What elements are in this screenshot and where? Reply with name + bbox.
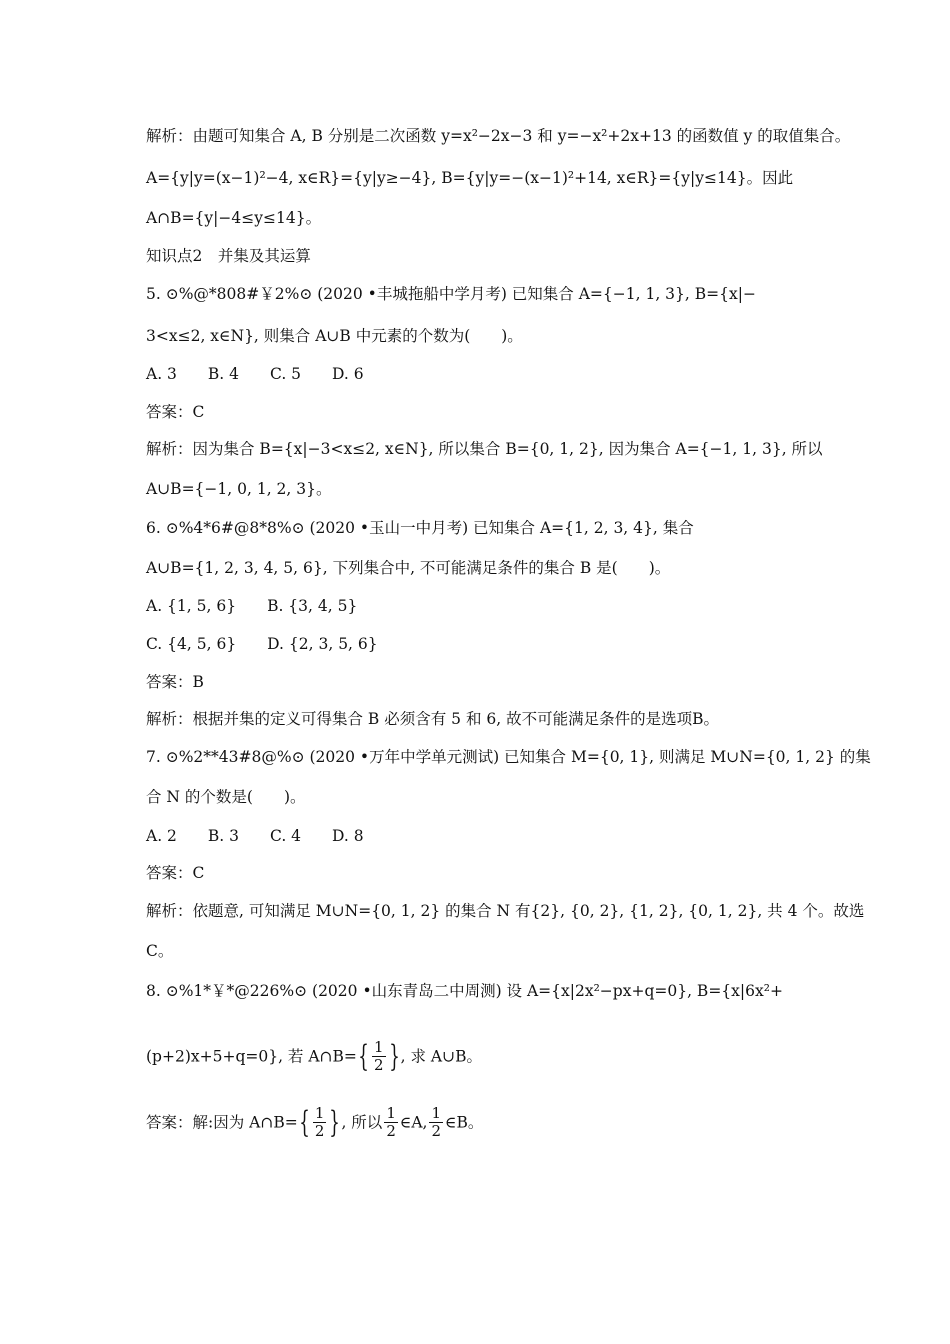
question-7-answer: 答案：C: [146, 864, 205, 882]
fraction: [313, 1106, 327, 1139]
question-6-stem-cont: A∪B={1, 2, 3, 4, 5, 6}, 下列集合中, 不可能满足条件的集合 B 是( )。: [146, 559, 671, 577]
question-7-analysis-cont: C。: [146, 942, 174, 960]
fraction-denominator: 2: [374, 1056, 384, 1074]
question-8-stem-cont: [146, 1040, 482, 1073]
q8-text-before: (p+2)x+5+q=0}, 若 A∩B=: [146, 1047, 357, 1066]
answer-text-before: 答案：解:因为 A∩B=: [146, 1113, 298, 1132]
fraction-denominator: 2: [386, 1122, 396, 1140]
left-brace: {: [299, 1104, 310, 1140]
fraction-numerator: 1: [314, 1104, 325, 1122]
question-7-stem-cont: 合 N 的个数是( )。: [146, 788, 306, 806]
question-5-options: A. 3 B. 4 C. 5 D. 6: [146, 365, 364, 383]
question-6-stem: 6. ⊙%4*6#@8*8%⊙ (2020 •玉山一中月考) 已知集合 A={1, 2, 3, 4}, 集合: [146, 519, 694, 537]
left-brace: {: [358, 1038, 369, 1074]
fraction-denominator: 2: [431, 1122, 442, 1140]
right-brace: }: [329, 1104, 341, 1140]
fraction-numerator: 1: [374, 1038, 384, 1056]
answer-text-after: ∈B。: [445, 1113, 484, 1132]
question-5-analysis-cont: A∪B={−1, 0, 1, 2, 3}。: [146, 480, 332, 498]
question-8-answer: [146, 1106, 483, 1139]
section-heading: 知识点2 并集及其运算: [146, 247, 311, 265]
analysis-line-1: 解析：由题可知集合 A, B 分别是二次函数 y=x²−2x−3 和 y=−x²+2x+13 的函数值 y 的取值集合。: [146, 127, 851, 145]
fraction-numerator: 1: [386, 1104, 396, 1122]
question-5-answer: 答案：C: [146, 403, 205, 421]
question-7-analysis: 解析：依题意, 可知满足 M∪N={0, 1, 2} 的集合 N 有{2}, {0, 2}, {1, 2}, {0, 1, 2}, 共 4 个。故选: [146, 902, 865, 920]
question-6-analysis: 解析：根据并集的定义可得集合 B 必须含有 5 和 6, 故不可能满足条件的是选项B。: [146, 710, 719, 728]
question-5-stem-cont: 3<x≤2, x∈N}, 则集合 A∪B 中元素的个数为( )。: [146, 327, 523, 345]
question-6-answer: 答案：B: [146, 673, 204, 691]
fraction: [372, 1040, 386, 1073]
question-8-stem: 8. ⊙%1*￥*@226%⊙ (2020 •山东青岛二中周测) 设 A={x|2x²−px+q=0}, B={x|6x²+: [146, 982, 783, 1000]
q8-text-after: , 求 A∪B。: [400, 1047, 483, 1066]
analysis-line-3: A∩B={y|−4≤y≤14}。: [146, 209, 322, 227]
question-5-stem: 5. ⊙%@*808#￥2%⊙ (2020 •丰城拖船中学月考) 已知集合 A={−1, 1, 3}, B={x|−: [146, 285, 756, 303]
question-6-options-ab: A. {1, 5, 6} B. {3, 4, 5}: [146, 597, 358, 615]
question-6-options-cd: C. {4, 5, 6} D. {2, 3, 5, 6}: [146, 635, 378, 653]
right-brace: }: [388, 1038, 400, 1074]
fraction-numerator: 1: [431, 1104, 442, 1122]
question-7-stem: 7. ⊙%2**43#8@%⊙ (2020 •万年中学单元测试) 已知集合 M={0, 1}, 则满足 M∪N={0, 1, 2} 的集: [146, 748, 871, 766]
question-5-analysis: 解析：因为集合 B={x|−3<x≤2, x∈N}, 所以集合 B={0, 1, 2}, 因为集合 A={−1, 1, 3}, 所以: [146, 440, 823, 458]
fraction: [384, 1106, 398, 1139]
question-7-options: A. 2 B. 3 C. 4 D. 8: [146, 827, 364, 845]
fraction: [429, 1106, 443, 1139]
analysis-line-2: A={y|y=(x−1)²−4, x∈R}={y|y≥−4}, B={y|y=−(x−1)²+14, x∈R}={y|y≤14}。因此: [146, 169, 794, 187]
answer-text-mid: , 所以: [341, 1113, 383, 1132]
fraction-denominator: 2: [314, 1122, 325, 1140]
answer-text-mid2: ∈A,: [399, 1113, 428, 1132]
